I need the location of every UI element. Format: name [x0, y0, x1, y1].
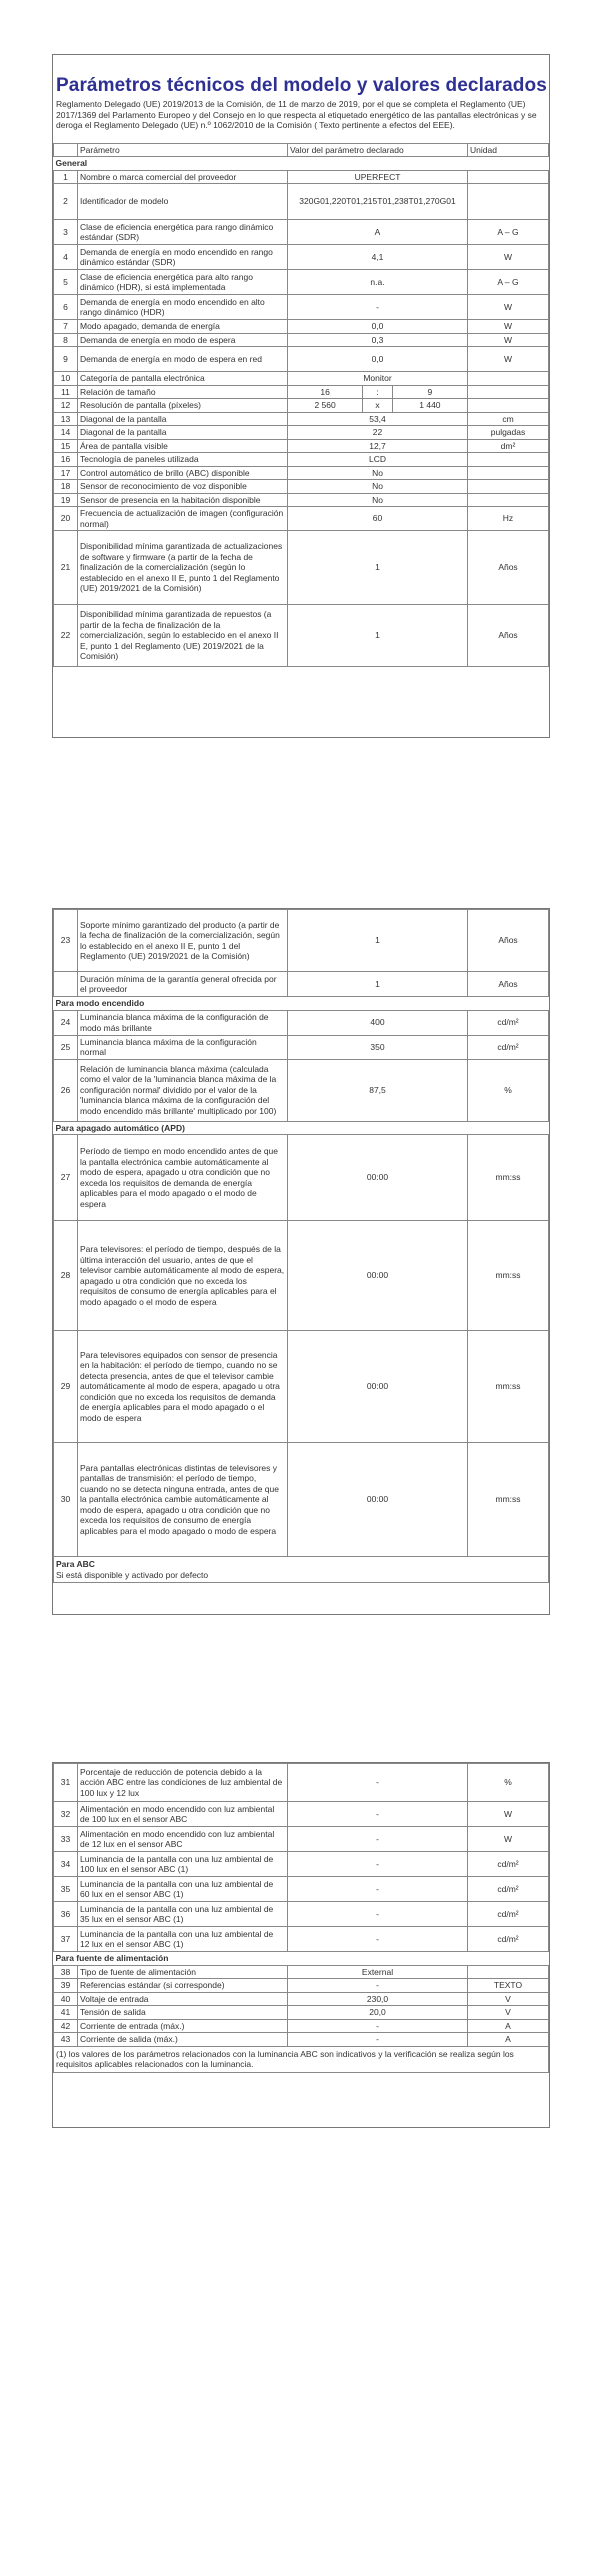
row-number: 26: [54, 1059, 78, 1121]
row-number: 20: [54, 507, 78, 531]
regulation-intro: Reglamento Delegado (UE) 2019/2013 de la Comisión, de 11 de marzo de 2019, por el que se completa el Reglamento (UE) 2017/1369 del Parlamento Europeo y del Consejo en lo que respecta al etiquetado energético de las pantallas electrónicas y se deroga el Reglamento Delegado (UE) n.º 1062/2010 de la Comisión ( Texto pertinente a efectos del EEE).: [56, 99, 537, 130]
row-parameter: Alimentación en modo encendido con luz ambiental de 12 lux en el sensor ABC: [78, 1827, 288, 1852]
row-parameter: Para televisores: el período de tiempo, después de la última interacción del usuario, antes de que el televisor cambie automáticamente al modo de espera, apagado u otra condición que no exceda los requisitos de consumo de energía aplicables para el modo apagado o el modo de espera: [78, 1221, 288, 1331]
row-unit: W: [468, 320, 549, 334]
row-unit: cd/m²: [468, 1902, 549, 1927]
row-parameter: Corriente de salida (máx.): [78, 2033, 288, 2047]
table-row: [54, 1802, 549, 1827]
row-parameter: Modo apagado, demanda de energía: [78, 320, 288, 334]
row-value: No: [288, 480, 468, 494]
row-number: 28: [54, 1221, 78, 1331]
row-value: 87,5: [288, 1059, 468, 1121]
row-number: 18: [54, 480, 78, 494]
row-number: 3: [54, 220, 78, 245]
row-number: 14: [54, 426, 78, 440]
row-parameter: Frecuencia de actualización de imagen (configuración normal): [78, 507, 288, 531]
row-parameter: Porcentaje de reducción de potencia debido a la acción ABC entre las condiciones de luz ambiental de 100 lux y 12 lux: [78, 1764, 288, 1802]
table-row: [54, 466, 549, 480]
row-number: 41: [54, 2006, 78, 2020]
table-row: [54, 372, 549, 386]
row-unit: [468, 399, 549, 413]
table-row: [54, 333, 549, 347]
row-parameter: Tipo de fuente de alimentación: [78, 1965, 288, 1979]
row-unit: cd/m²: [468, 1010, 549, 1035]
row-number: 4: [54, 245, 78, 270]
row-unit: W: [468, 1802, 549, 1827]
row-parameter: Corriente de entrada (máx.): [78, 2019, 288, 2033]
row-parameter: Soporte mínimo garantizado del producto (a partir de la fecha de finalización de la comercialización, según lo establecido en el anexo II E, punto 1 del Reglamento (UE) 2019/2021 de la Comisión): [78, 910, 288, 972]
row-number: 19: [54, 493, 78, 507]
row-value: 1: [288, 605, 468, 667]
resolution-height: 1 440: [419, 400, 441, 410]
row-value: 1: [288, 972, 468, 997]
row-number: 37: [54, 1927, 78, 1952]
row-parameter: Luminancia de la pantalla con una luz ambiental de 12 lux en el sensor ABC (1): [78, 1927, 288, 1952]
table-row: [54, 2019, 549, 2033]
table-row: [54, 1992, 549, 2006]
table-row: [54, 220, 549, 245]
column-header-unit: Unidad: [468, 143, 549, 157]
row-value: 350: [288, 1035, 468, 1059]
row-unit: mm:ss: [468, 1443, 549, 1557]
table-row: [54, 507, 549, 531]
row-parameter: Diagonal de la pantalla: [78, 412, 288, 426]
resolution-separator: x: [363, 399, 393, 412]
row-parameter: Disponibilidad mínima garantizada de repuestos (a partir de la fecha de finalización de la comercialización, según lo establecido en el anexo II E, punto 1 del Reglamento (UE) 2019/2021 de la Comisión): [78, 605, 288, 667]
row-value: -: [288, 1979, 468, 1993]
row-unit: V: [468, 1992, 549, 2006]
section-row-modo-encendido: [54, 997, 549, 1011]
section-label: Para modo encendido: [54, 997, 549, 1011]
row-unit: %: [468, 1764, 549, 1802]
row-value: 00:00: [288, 1331, 468, 1443]
row-parameter: Período de tiempo en modo encendido antes de que la pantalla electrónica cambie automáticamente al modo de espera, apagado u otra condición que no exceda los requisitos de demanda de energía aplicables para el modo apagado o el modo de espera: [78, 1135, 288, 1221]
table-row: [54, 1877, 549, 1902]
row-number: 36: [54, 1902, 78, 1927]
row-unit: Años: [468, 972, 549, 997]
row-unit: cm: [468, 412, 549, 426]
row-number: 6: [54, 295, 78, 320]
row-value: 0,0: [288, 320, 468, 334]
row-value: Monitor: [288, 372, 468, 386]
row-number: 30: [54, 1443, 78, 1557]
document-page-3: [52, 1762, 550, 2128]
row-unit: mm:ss: [468, 1135, 549, 1221]
section-label: Para apagado automático (APD): [54, 1121, 549, 1135]
row-parameter: Relación de tamaño: [78, 385, 288, 399]
row-parameter: Categoría de pantalla electrónica: [78, 372, 288, 386]
row-parameter: Duración mínima de la garantía general ofrecida por el proveedor: [78, 972, 288, 997]
row-unit: Años: [468, 910, 549, 972]
row-number: 40: [54, 1992, 78, 2006]
table-row: [54, 1331, 549, 1443]
document-page-2: [52, 908, 550, 1615]
row-parameter: Tensión de salida: [78, 2006, 288, 2020]
row-value: 400: [288, 1010, 468, 1035]
row-parameter: Luminancia de la pantalla con una luz ambiental de 60 lux en el sensor ABC (1): [78, 1877, 288, 1902]
row-unit: A – G: [468, 220, 549, 245]
row-unit: A: [468, 2019, 549, 2033]
row-parameter: Luminancia de la pantalla con una luz ambiental de 100 lux en el sensor ABC (1): [78, 1852, 288, 1877]
row-unit: mm:ss: [468, 1331, 549, 1443]
row-value: 60: [288, 507, 468, 531]
row-unit: [468, 466, 549, 480]
row-parameter: Área de pantalla visible: [78, 439, 288, 453]
row-parameter: Alimentación en modo encendido con luz ambiental de 100 lux en el sensor ABC: [78, 1802, 288, 1827]
table-row: [54, 245, 549, 270]
row-number: 7: [54, 320, 78, 334]
row-parameter: Clase de eficiencia energética para alto rango dinámico (HDR), si está implementada: [78, 270, 288, 295]
table-row: [54, 1764, 549, 1802]
row-value: 22: [288, 426, 468, 440]
row-unit: cd/m²: [468, 1035, 549, 1059]
row-value: No: [288, 466, 468, 480]
row-parameter: Tecnología de paneles utilizada: [78, 453, 288, 467]
row-parameter: Clase de eficiencia energética para rango dinámico estándar (SDR): [78, 220, 288, 245]
row-number: 29: [54, 1331, 78, 1443]
row-unit: %: [468, 1059, 549, 1121]
row-number: 22: [54, 605, 78, 667]
row-value: n.a.: [288, 270, 468, 295]
table-row: [54, 184, 549, 220]
row-unit: [468, 184, 549, 220]
row-parameter: Demanda de energía en modo de espera: [78, 333, 288, 347]
column-header-value: Valor del parámetro declarado: [288, 143, 468, 157]
row-unit: Hz: [468, 507, 549, 531]
row-number: 38: [54, 1965, 78, 1979]
row-number: 9: [54, 347, 78, 372]
table-row: [54, 295, 549, 320]
section-label: Para fuente de alimentación: [54, 1952, 549, 1966]
row-number: 8: [54, 333, 78, 347]
row-parameter: Luminancia blanca máxima de la configuración de modo más brillante: [78, 1010, 288, 1035]
table-row: [54, 399, 549, 413]
parameters-table-2: [53, 909, 549, 1583]
row-unit: [468, 385, 549, 399]
row-value: 00:00: [288, 1443, 468, 1557]
row-parameter: Para televisores equipados con sensor de presencia en la habitación: el período de tiempo, cuando no se detecta presencia, antes de que el televisor cambie automáticamente al modo de espera, apagado u otra condición que no exceda los requisitos de demanda de energía aplicables para el modo apagado o el modo de espera: [78, 1331, 288, 1443]
table-row: [54, 972, 549, 997]
row-number: 35: [54, 1877, 78, 1902]
row-value: 0,0: [288, 347, 468, 372]
row-value: LCD: [288, 453, 468, 467]
column-header-param: Parámetro: [78, 143, 288, 157]
row-value: -: [288, 1802, 468, 1827]
table-row: [54, 347, 549, 372]
row-value: 53,4: [288, 412, 468, 426]
row-value: -: [288, 1877, 468, 1902]
row-parameter: Para pantallas electrónicas distintas de televisores y pantallas de transmisión: el período de tiempo, cuando no se detecta ninguna entrada, antes de que la pantalla electrónica cambie automáticamente al modo de espera, apagado u otra condición que no exceda los requisitos de consumo de energía aplicables para el modo apagado o modo de espera: [78, 1443, 288, 1557]
row-number: 16: [54, 453, 78, 467]
table-row: [54, 1010, 549, 1035]
row-value: External: [288, 1965, 468, 1979]
section-row-fuente: [54, 1952, 549, 1966]
row-number: 42: [54, 2019, 78, 2033]
row-number: 12: [54, 399, 78, 413]
row-number: 2: [54, 184, 78, 220]
row-value: A: [288, 220, 468, 245]
row-number: 21: [54, 531, 78, 605]
table-row: [54, 1135, 549, 1221]
table-row: [54, 2006, 549, 2020]
row-number: 33: [54, 1827, 78, 1852]
row-unit: A – G: [468, 270, 549, 295]
parameters-table-1: [53, 143, 549, 668]
table-row: [54, 1852, 549, 1877]
row-value: 1: [288, 910, 468, 972]
row-unit: Años: [468, 605, 549, 667]
row-number: 24: [54, 1010, 78, 1035]
section-note: Si está disponible y activado por defecto: [56, 1569, 209, 1580]
row-parameter: Sensor de reconocimiento de voz disponible: [78, 480, 288, 494]
row-value: -: [288, 1902, 468, 1927]
row-number: 32: [54, 1802, 78, 1827]
section-label: General: [54, 157, 549, 171]
row-number: 31: [54, 1764, 78, 1802]
row-parameter: Luminancia blanca máxima de la configuración normal: [78, 1035, 288, 1059]
row-parameter: Nombre o marca comercial del proveedor: [78, 170, 288, 184]
row-number: 39: [54, 1979, 78, 1993]
row-number: 15: [54, 439, 78, 453]
row-unit: cd/m²: [468, 1927, 549, 1952]
table-row: [54, 426, 549, 440]
row-parameter: Diagonal de la pantalla: [78, 426, 288, 440]
row-parameter: Control automático de brillo (ABC) disponible: [78, 466, 288, 480]
row-unit: [468, 453, 549, 467]
row-unit: W: [468, 1827, 549, 1852]
row-value: 0,3: [288, 333, 468, 347]
section-row-general: [54, 157, 549, 171]
table-row: [54, 320, 549, 334]
row-value: 320G01,220T01,215T01,238T01,270G01: [288, 184, 468, 220]
resolution-width: 2 560: [288, 399, 363, 412]
row-value: 20,0: [288, 2006, 468, 2020]
row-value: -: [288, 1852, 468, 1877]
section-label: Para ABC: [56, 1559, 95, 1569]
footnote-row: [54, 2046, 549, 2072]
row-number: 27: [54, 1135, 78, 1221]
row-value: 00:00: [288, 1221, 468, 1331]
row-value: -: [288, 2033, 468, 2047]
table-row: [54, 1059, 549, 1121]
row-unit: Años: [468, 531, 549, 605]
table-row: [54, 1035, 549, 1059]
row-unit: W: [468, 347, 549, 372]
document-page-1: [52, 54, 550, 738]
row-unit: cd/m²: [468, 1877, 549, 1902]
row-unit: dm²: [468, 439, 549, 453]
table-row: [54, 480, 549, 494]
row-unit: W: [468, 245, 549, 270]
row-unit: W: [468, 333, 549, 347]
aspect-height: 9: [427, 386, 433, 397]
row-unit: cd/m²: [468, 1852, 549, 1877]
row-value: 12,7: [288, 439, 468, 453]
row-number: 13: [54, 412, 78, 426]
row-value: -: [288, 1827, 468, 1852]
row-parameter: Identificador de modelo: [78, 184, 288, 220]
row-value: -: [288, 1927, 468, 1952]
table-header-row: [54, 143, 549, 157]
table-row: [54, 1827, 549, 1852]
row-unit: [468, 372, 549, 386]
row-value: UPERFECT: [288, 170, 468, 184]
row-unit: V: [468, 2006, 549, 2020]
table-row: [54, 1443, 549, 1557]
row-number: 25: [54, 1035, 78, 1059]
table-row: [54, 439, 549, 453]
row-unit: [468, 493, 549, 507]
row-parameter: Resolución de pantalla (píxeles): [78, 399, 288, 413]
row-parameter: Sensor de presencia en la habitación disponible: [78, 493, 288, 507]
parameters-table-3: [53, 1763, 549, 2073]
row-unit: [468, 1965, 549, 1979]
row-parameter: Relación de luminancia blanca máxima (calculada como el valor de la 'luminancia blanca máxima de la configuración normal' dividido por el valor de la 'luminancia blanca máxima de la configuración del modo encendido más brillante' multiplicado por 100): [78, 1059, 288, 1121]
row-parameter: Demanda de energía en modo encendido en rango dinámico estándar (SDR): [78, 245, 288, 270]
table-row: [54, 2033, 549, 2047]
row-value: No: [288, 493, 468, 507]
row-value: -: [288, 2019, 468, 2033]
table-row: [54, 1965, 549, 1979]
row-value: 230,0: [288, 1992, 468, 2006]
aspect-width: 16: [288, 386, 363, 399]
table-row: [54, 1902, 549, 1927]
table-row: [54, 493, 549, 507]
row-unit: W: [468, 295, 549, 320]
row-value: 4,1: [288, 245, 468, 270]
row-number: 43: [54, 2033, 78, 2047]
row-number: 17: [54, 466, 78, 480]
table-row: [54, 270, 549, 295]
row-parameter: Demanda de energía en modo encendido en alto rango dinámico (HDR): [78, 295, 288, 320]
row-unit: mm:ss: [468, 1221, 549, 1331]
row-value: 00:00: [288, 1135, 468, 1221]
row-unit: A: [468, 2033, 549, 2047]
page-title: Parámetros técnicos del modelo y valores declarados: [56, 75, 547, 96]
row-parameter: Demanda de energía en modo de espera en red: [78, 347, 288, 372]
table-row: [54, 1979, 549, 1993]
row-unit: [468, 480, 549, 494]
row-number: 5: [54, 270, 78, 295]
table-row: [54, 1221, 549, 1331]
table-row: [54, 453, 549, 467]
section-row-apd: [54, 1121, 549, 1135]
table-row: [54, 412, 549, 426]
row-number: 34: [54, 1852, 78, 1877]
row-number: 11: [54, 385, 78, 399]
row-value: 1: [288, 531, 468, 605]
row-number: 1: [54, 170, 78, 184]
footnote: (1) los valores de los parámetros relacionados con la luminancia ABC son indicativos y la verificación se realiza según los requisitos aplicables relacionados con la luminancia.: [54, 2046, 549, 2072]
table-row: [54, 170, 549, 184]
row-parameter: Disponibilidad mínima garantizada de actualizaciones de software y firmware (a partir de la fecha de finalización de la comercialización (según lo establecido en el anexo II E, punto 1 del Reglamento (UE) 2019/2021 de la Comisión): [78, 531, 288, 605]
table-row: [54, 385, 549, 399]
table-row: [54, 531, 549, 605]
table-row: [54, 910, 549, 972]
table-row: [54, 1927, 549, 1952]
aspect-separator: :: [363, 386, 393, 399]
row-value: -: [288, 295, 468, 320]
row-number: 23: [54, 910, 78, 972]
row-unit: pulgadas: [468, 426, 549, 440]
row-unit: [468, 170, 549, 184]
row-parameter: Luminancia de la pantalla con una luz ambiental de 35 lux en el sensor ABC (1): [78, 1902, 288, 1927]
table-row: [54, 605, 549, 667]
row-parameter: Voltaje de entrada: [78, 1992, 288, 2006]
section-row-abc: [54, 1557, 549, 1583]
row-value: -: [288, 1764, 468, 1802]
row-number: 10: [54, 372, 78, 386]
row-unit: TEXTO: [468, 1979, 549, 1993]
row-parameter: Referencias estándar (si corresponde): [78, 1979, 288, 1993]
